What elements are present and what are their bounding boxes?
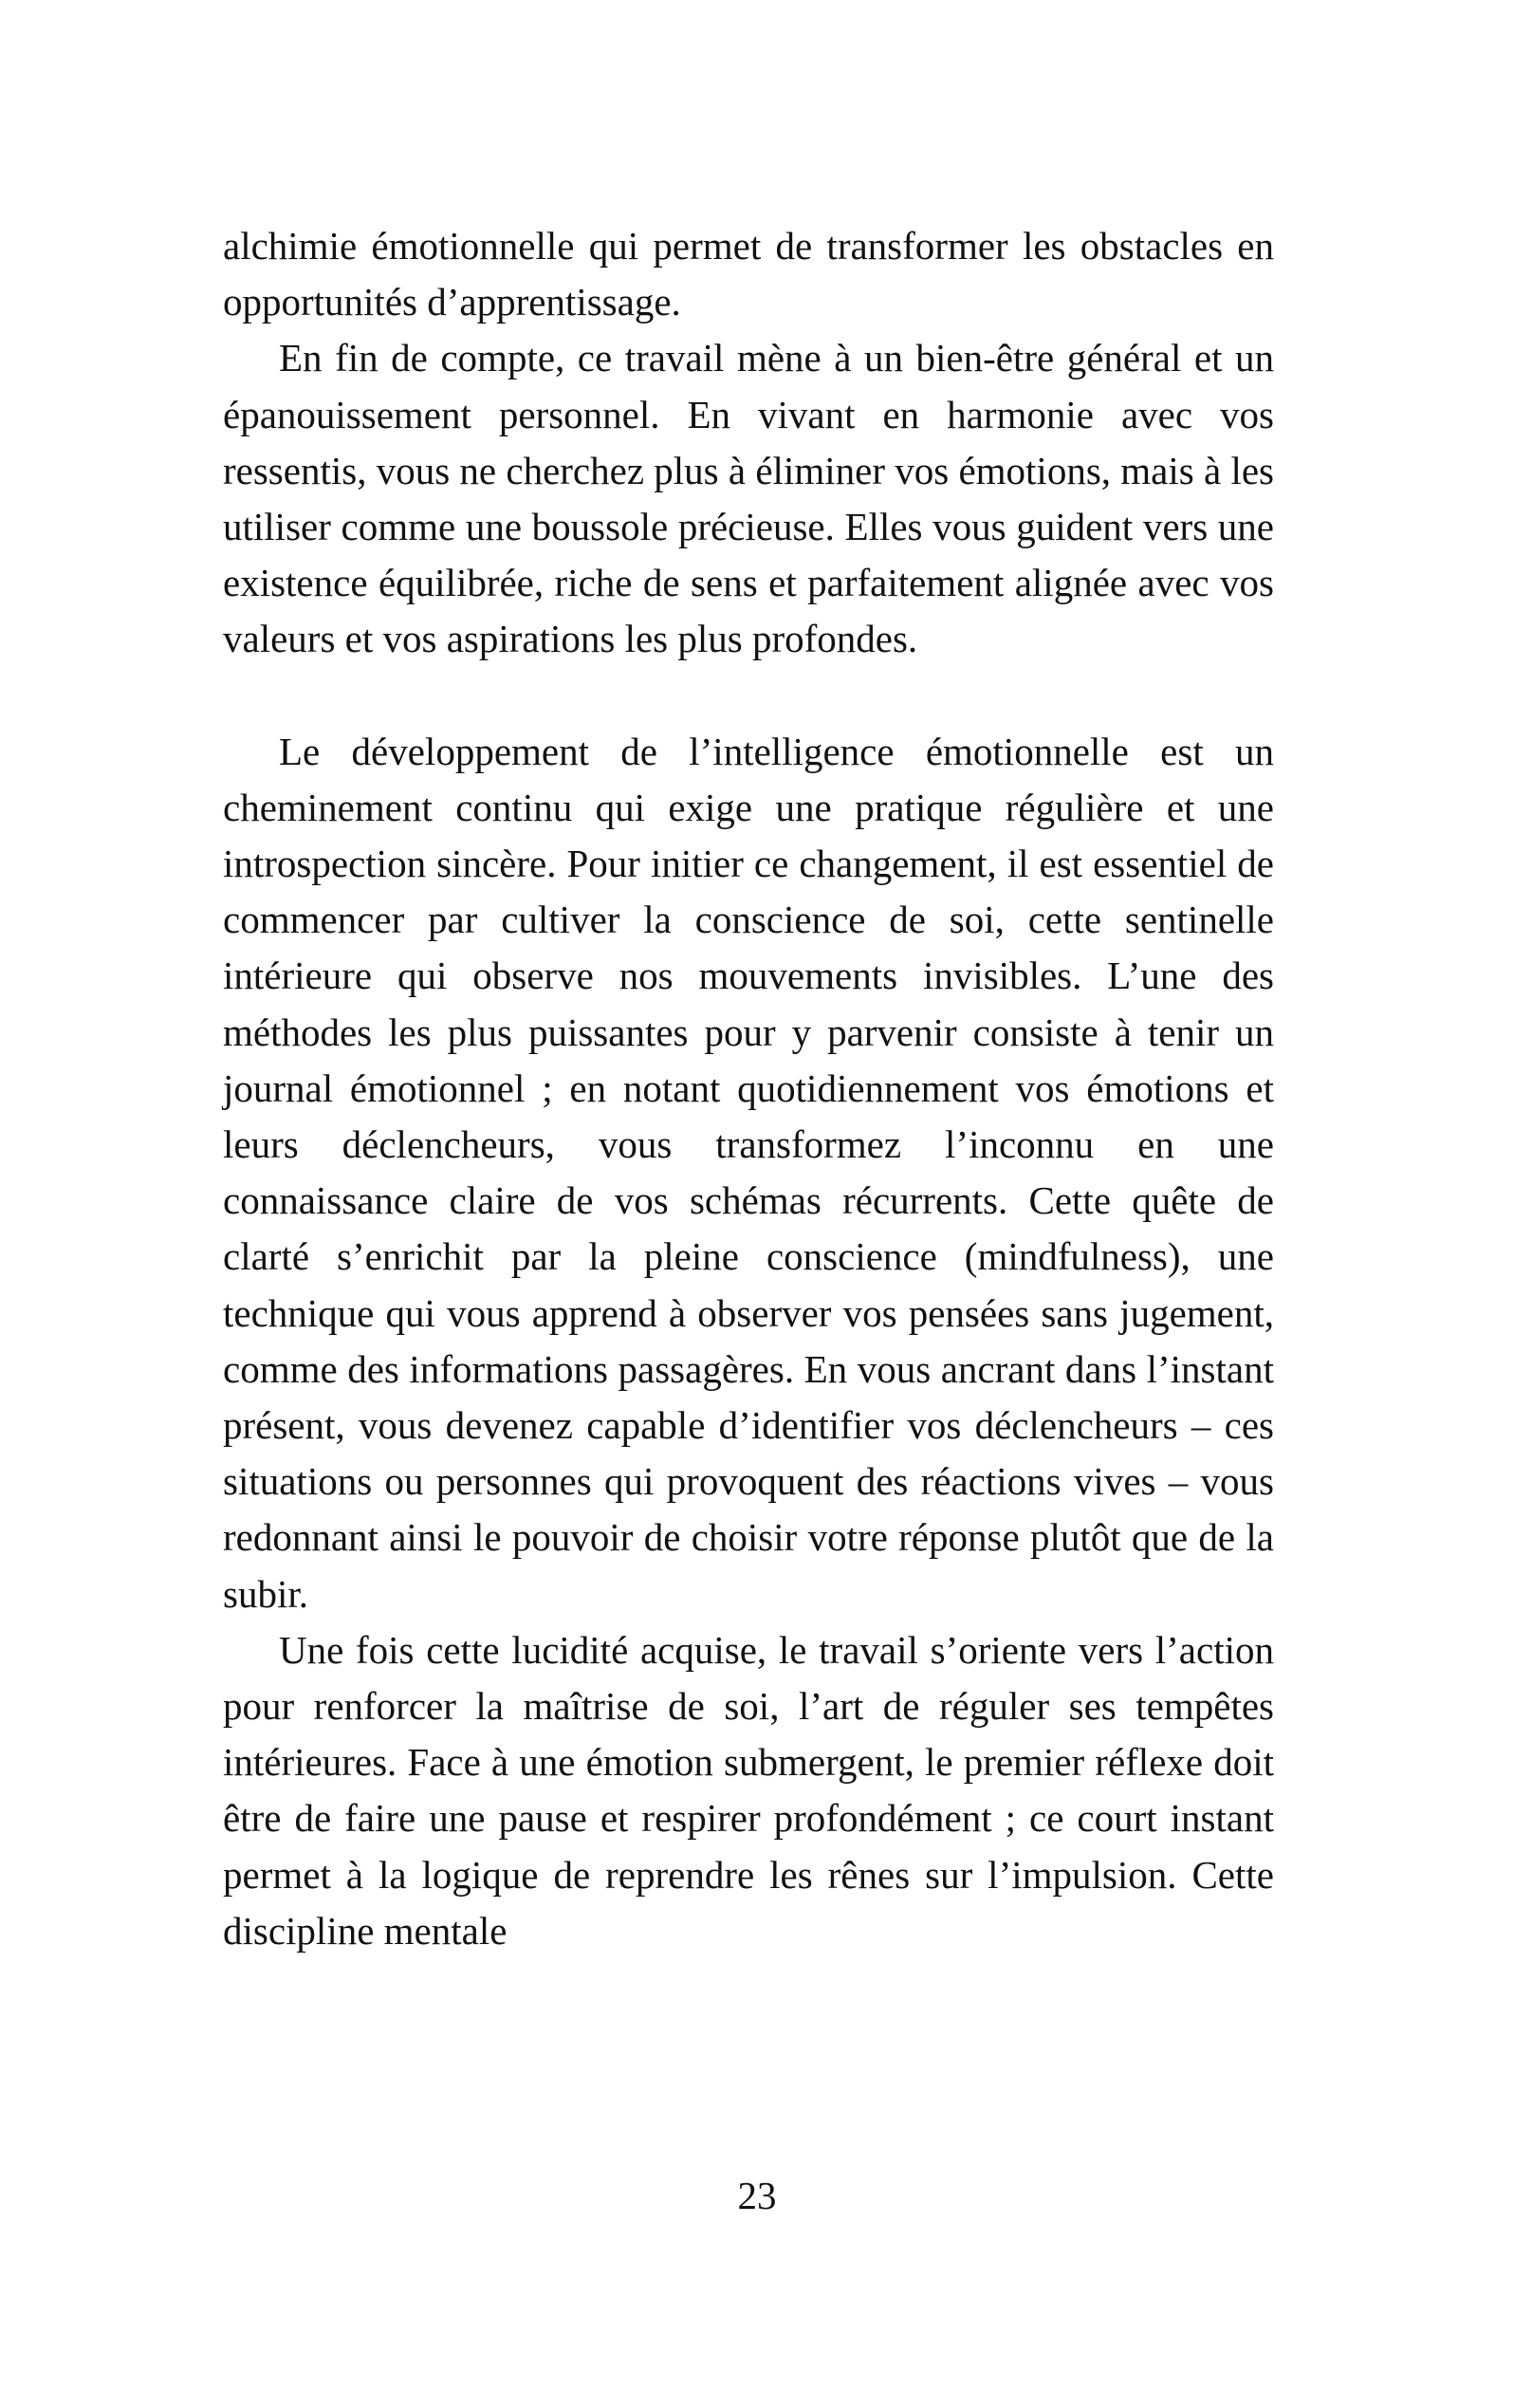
paragraph-self-mastery: Une fois cette lucidité acquise, le travail s’oriente vers l’action pour renforcer la maîtrise de soi, l’art de réguler ses tempêtes intérieures. Face à une émotion submergent, le premier réflexe doit être de faire une pause et respirer profondément ; ce court instant permet à la logique de reprendre les rênes sur l’impulsion. Cette discipline mentale [223, 1627, 1274, 1953]
paragraph-wellbeing: En fin de compte, ce travail mène à un bien-être général et un épanouissement personnel. En vivant en harmonie avec vos ressentis, vous ne cherchez plus à éliminer vos émotions, mais à les utiliser comme une boussole précieuse. Elles vous guident vers une existence équilibrée, riche de sens et parfaitement alignée avec vos valeurs et vos aspirations les plus profondes. [223, 336, 1274, 661]
paragraph-development: Le développement de l’intelligence émotionnelle est un cheminement continu qui exige une pratique régulière et une introspection sincère. Pour initier ce changement, il est essentiel de commencer par cultiver la conscience de soi, cette sentinelle intérieure qui observe nos mouvements invisibles. L’une des méthodes les plus puissantes pour y parvenir consiste à tenir un journal émotionnel ; en notant quotidiennement vos émotions et leurs déclencheurs, vous transformez l’inconnu en une connaissance claire de vos schémas récurrents. Cette quête de clarté s’enrichit par la pleine conscience (mindfulness), une technique qui vous apprend à observer vos pensées sans jugement, comme des informations passagères. En vous ancrant dans l’instant présent, vous devenez capable d’identifier vos déclencheurs – ces situations ou personnes qui provoquent des réactions vives – vous redonnant ainsi le pouvoir de choisir votre réponse plutôt que de la subir. [223, 729, 1274, 1616]
body-text [223, 218, 1274, 1959]
page-number: 23 [737, 2174, 777, 2217]
paragraph-continuation: alchimie émotionnelle qui permet de transformer les obstacles en opportunités d’apprentissage. [223, 224, 1274, 324]
